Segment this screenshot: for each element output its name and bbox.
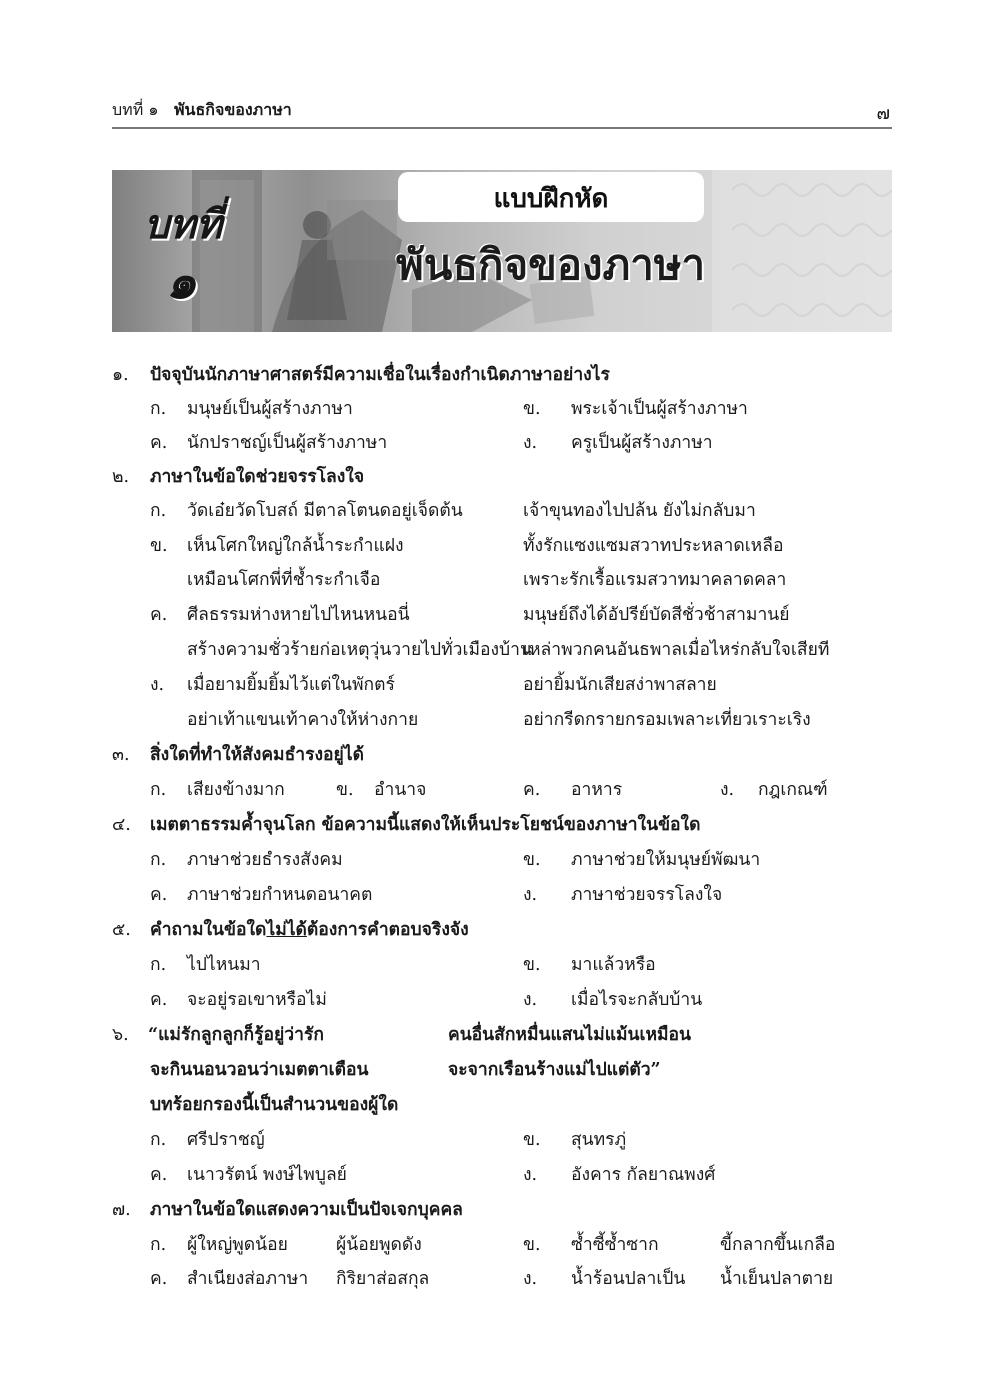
running-header: [112, 98, 890, 122]
choice-label: ข.: [150, 536, 168, 556]
question-text-part: ต้องการคำตอบจริงจัง: [306, 920, 469, 940]
verse-line: เพราะรักเรื้อแรมสวาทมาคลาดคลา: [523, 570, 787, 590]
verse-line: เห็นโศกใหญ่ใกล้น้ำระกำแฝง: [187, 536, 404, 556]
choice-text: ครูเป็นผู้สร้างภาษา: [571, 433, 713, 453]
choice-text: ซ้ำซี้ซ้ำซาก: [571, 1235, 659, 1255]
choice-label: ก.: [150, 780, 167, 800]
choice-text: อำนาจ: [374, 780, 427, 800]
choice-label: ง.: [523, 1165, 538, 1185]
choice-text: ภาษาช่วยให้มนุษย์พัฒนา: [571, 850, 761, 870]
choice-label: ข.: [523, 850, 541, 870]
question-number: ๓.: [112, 745, 130, 765]
page-number: ๗: [876, 103, 890, 124]
choice-text: กิริยาส่อสกุล: [336, 1269, 430, 1289]
choice-label: ค.: [150, 990, 168, 1010]
choice-label: ข.: [523, 1235, 541, 1255]
choice-label: ง.: [523, 885, 538, 905]
choice-label: ค.: [523, 780, 541, 800]
choice-text: นักปราชญ์เป็นผู้สร้างภาษา: [187, 433, 388, 453]
choice-text: เมื่อไรจะกลับบ้าน: [571, 990, 703, 1010]
question-number: ๗.: [112, 1200, 131, 1220]
choice-text: ผู้ใหญ่พูดน้อย: [187, 1235, 288, 1255]
choice-text: เนาวรัตน์ พงษ์ไพบูลย์: [187, 1165, 347, 1185]
choice-label: ง.: [523, 990, 538, 1010]
choice-text: จะอยู่รอเขาหรือไม่: [187, 990, 327, 1010]
banner-chapter-word: บทที่: [144, 201, 223, 248]
choice-label: ข.: [336, 780, 354, 800]
verse-line: ทั้งรักแซงแซมสวาทประหลาดเหลือ: [523, 536, 784, 556]
verse-line: เหล่าพวกคนอันธพาลเมื่อไหร่กลับใจเสียที: [523, 640, 830, 660]
choice-label: ค.: [150, 1165, 168, 1185]
verse-line: อย่ากรีดกรายกรอมเพลาะเที่ยวเราะเริง: [523, 710, 811, 730]
verse-line: เมื่อยามยิ้มยิ้มไว้แต่ในพักตร์: [187, 675, 395, 695]
choice-label: ง.: [523, 433, 538, 453]
choice-label: ก.: [150, 955, 167, 975]
verse-line: อย่าเท้าแขนเท้าคางให้ห่างกาย: [187, 710, 419, 730]
choice-text: ศรีปราชญ์: [187, 1130, 265, 1150]
choice-label: ก.: [150, 501, 167, 521]
choice-text: อังคาร กัลยาณพงศ์: [571, 1165, 716, 1185]
choice-label: ง.: [523, 1269, 538, 1289]
verse-line: มนุษย์ถึงได้อัปรีย์บัดสีชั่วช้าสามานย์: [523, 605, 790, 625]
question-text: บทร้อยกรองนี้เป็นสำนวนของผู้ใด: [150, 1095, 399, 1115]
choice-text: ไปไหนมา: [187, 955, 261, 975]
poem-line: จะจากเรือนร้างแม่ไปแต่ตัว”: [448, 1060, 661, 1080]
choice-label: ค.: [150, 605, 168, 625]
banner-title: พันธกิจของภาษา: [396, 240, 706, 289]
question-text: ภาษาในข้อใดช่วยจรรโลงใจ: [150, 467, 365, 487]
question-number: ๔.: [112, 815, 131, 835]
question-text: เมตตาธรรมค้ำจุนโลก ข้อความนี้แสดงให้เห็นประโยชน์ของภาษาในข้อใด: [150, 815, 701, 835]
question-text: ภาษาในข้อใดแสดงความเป็นปัจเจกบุคคล: [150, 1200, 463, 1220]
choice-label: ค.: [150, 885, 168, 905]
choice-text: ภาษาช่วยจรรโลงใจ: [571, 885, 723, 905]
question-number: ๒.: [112, 467, 130, 487]
choice-text: เสียงข้างมาก: [187, 780, 285, 800]
poem-line: คนอื่นสักหมื่นแสนไม่แม้นเหมือน: [448, 1025, 692, 1045]
chapter-banner: [112, 170, 892, 332]
choice-text: ภาษาช่วยธำรงสังคม: [187, 850, 343, 870]
choice-label: ง.: [150, 675, 165, 695]
verse-line: อย่ายิ้มนักเสียสง่าพาสลาย: [523, 675, 717, 695]
choice-text: กฎเกณฑ์: [758, 780, 828, 800]
poem-line: จะกินนอนวอนว่าเมตตาเตือน: [150, 1060, 369, 1080]
choice-text: สุนทรภู่: [571, 1130, 627, 1150]
poem-line: “แม่รักลูกลูกก็รู้อยู่ว่ารัก: [148, 1025, 324, 1045]
choice-text: พระเจ้าเป็นผู้สร้างภาษา: [571, 399, 748, 419]
verse-line: ศีลธรรมห่างหายไปไหนหนอนี่: [187, 605, 410, 625]
question-number: ๖.: [112, 1025, 129, 1045]
choice-text: น้ำร้อนปลาเป็น: [571, 1269, 686, 1289]
choice-label: ก.: [150, 850, 167, 870]
choice-label: ข.: [523, 399, 541, 419]
choice-text: อาหาร: [571, 780, 623, 800]
choice-text: ภาษาช่วยกำหนดอนาคต: [187, 885, 373, 905]
choice-text: น้ำเย็นปลาตาย: [720, 1269, 834, 1289]
choice-label: ก.: [150, 399, 167, 419]
verse-line: เจ้าขุนทองไปปล้น ยังไม่กลับมา: [523, 501, 756, 521]
question-text-underlined: ไม่ได้: [266, 920, 307, 940]
choice-label: ค.: [150, 1269, 168, 1289]
choice-label: ก.: [150, 1235, 167, 1255]
question-number: ๕.: [112, 920, 131, 940]
choice-label: ง.: [720, 780, 735, 800]
header-rule: [112, 127, 892, 129]
choice-text: มนุษย์เป็นผู้สร้างภาษา: [187, 399, 353, 419]
choice-text: มาแล้วหรือ: [571, 955, 656, 975]
verse-line: สร้างความชั่วร้ายก่อเหตุวุ่นวายไปทั่วเมืองบ้าน: [187, 640, 532, 660]
question-text: ปัจจุบันนักภาษาศาสตร์มีความเชื่อในเรื่องกำเนิดภาษาอย่างไร: [150, 365, 610, 385]
header-title: พันธกิจของภาษา: [174, 100, 292, 119]
choice-text: สำเนียงส่อภาษา: [187, 1269, 309, 1289]
choice-label: ค.: [150, 433, 168, 453]
question-text: [150, 919, 469, 941]
choice-label: ข.: [523, 1130, 541, 1150]
verse-line: เหมือนโศกพี่ที่ช้ำระกำเจือ: [187, 570, 381, 590]
header-chapter: บทที่ ๑: [112, 100, 159, 119]
question-text: สิ่งใดที่ทำให้สังคมธำรงอยู่ได้: [150, 745, 364, 765]
choice-text: ขี้กลากขึ้นเกลือ: [720, 1235, 836, 1255]
choice-label: ข.: [523, 955, 541, 975]
question-text-part: คำถามในข้อใด: [150, 920, 267, 940]
choice-text: ผู้น้อยพูดดัง: [336, 1235, 422, 1255]
question-number: ๑.: [112, 365, 129, 385]
verse-line: วัดเอ๋ยวัดโบสถ์ มีตาลโตนดอยู่เจ็ดต้น: [187, 501, 463, 521]
banner-chapter-number: ๑: [166, 254, 197, 310]
choice-label: ก.: [150, 1130, 167, 1150]
banner-subtitle: แบบฝึกหัด: [493, 184, 609, 214]
